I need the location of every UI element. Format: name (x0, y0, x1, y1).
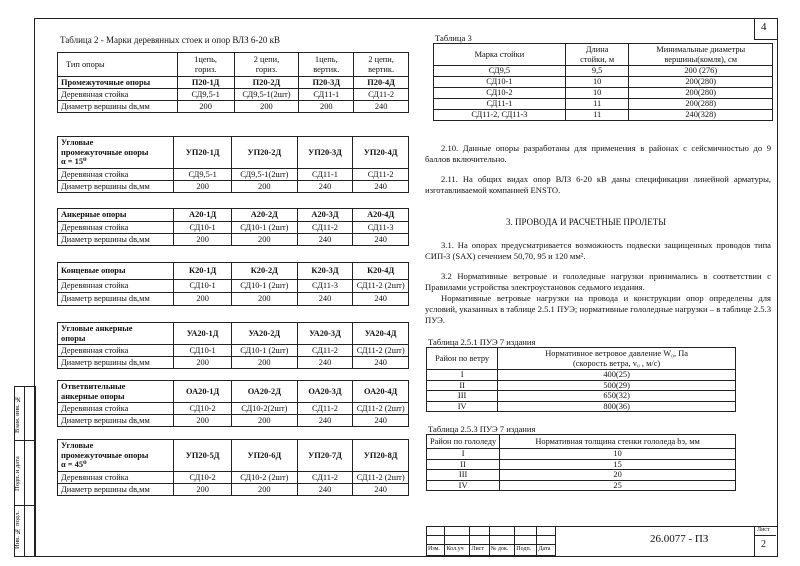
t2-dia: 240 (297, 181, 353, 193)
t3-cell: 200(280) (629, 88, 773, 99)
t2-stand: СД11-2 (2шт) (353, 345, 409, 357)
stamp-label: Кол.уч (445, 545, 470, 556)
t253-cell: 25 (500, 480, 736, 491)
t2-dia: 240 (354, 101, 409, 113)
stamp-label: Дата (537, 545, 556, 556)
t2-dia-label: Диаметр вершины dв,мм (58, 101, 178, 113)
t2-stand: СД10-1 (2шт) (231, 222, 297, 234)
t2-dia-label: Диаметр вершины dв,мм (58, 234, 174, 246)
t2-dia: 200 (177, 101, 234, 113)
t2-mark: П20-2Д (234, 77, 299, 89)
t251-cell: IV (427, 401, 498, 412)
t2-stand: СД11-2 (2шт) (353, 472, 409, 484)
t2-head-type: Тип опоры (58, 53, 178, 77)
page-number: 4 (761, 21, 767, 33)
margin-label-replace: Взам. инв. № (14, 395, 21, 433)
t2-mark: ОА20-1Д (174, 381, 232, 403)
t2-mark: УП20-4Д (353, 137, 409, 169)
table251-title: Таблица 2.5.1 ПУЭ 7 издания (428, 337, 536, 347)
margin-label-sign: Подп. и дата (14, 456, 21, 492)
t2-group-name: Концевые опоры (58, 263, 174, 280)
t2-stand-label: Деревянная стойка (58, 345, 174, 357)
sheet-label: Лист (757, 527, 770, 533)
t2-head-c1: 1цепь, гориз. (177, 53, 234, 77)
t2-stand: СД11-2 (297, 222, 353, 234)
t2-dia-label: Диаметр вершины dв,мм (58, 415, 174, 427)
t2-mark: А20-4Д (353, 209, 409, 222)
t2-head-c4: 2 цепи, вертик. (354, 53, 409, 77)
t2-dia: 240 (353, 293, 409, 306)
t2-group-name: Ответвительные анкерные опоры (58, 381, 174, 403)
t3-cell: 10 (565, 77, 629, 88)
t251-cell: 800(36) (498, 401, 736, 412)
t3-cell: 11 (565, 110, 629, 121)
paragraph-3-2: 3.2 Нормативные ветровые и гололедные нагрузки принимались в соответствии с Правилами устройства электроустановок седьмого издания. (425, 271, 771, 292)
t251-cell: I (427, 370, 498, 381)
paragraph-3-2b: Нормативные ветровые нагрузки на провода и конструкции опор определены для условий, указанных в таблице 2.5.1 ПУЭ; нормативные гололедные нагрузки – в таблице 2.5.3 ПУЭ. (425, 293, 771, 325)
t251-head: Район по ветру (427, 348, 498, 370)
section-3-heading: 3. ПРОВОДА И РАСЧЕТНЫЕ ПРОЛЕТЫ (506, 217, 667, 227)
table3-title: Таблица 3 (435, 33, 472, 43)
t2-mark: УА20-1Д (174, 323, 232, 345)
t253-cell: II (427, 459, 500, 470)
t253-cell: I (427, 449, 500, 460)
t2-stand: СД10-1 (174, 222, 232, 234)
t2-dia-label: Диаметр вершины dв,мм (58, 181, 174, 193)
t2-dia: 240 (353, 181, 409, 193)
t3-cell: 240(328) (629, 110, 773, 121)
t2-group-name: Промежуточные опоры (58, 77, 178, 89)
t251-cell: 400(25) (498, 370, 736, 381)
t2-mark: ОА20-4Д (353, 381, 409, 403)
t2-dia: 200 (174, 357, 232, 369)
t2-mark: К20-2Д (231, 263, 297, 280)
t2-dia: 200 (231, 181, 297, 193)
t2-dia: 240 (297, 415, 353, 427)
paragraph-3-1: 3.1. На опорах предусматривается возможность подвески защищенных проводов типа СИП-3 (SAX) сечением 50,70, 95 и 120 мм². (425, 240, 771, 261)
stamp-line (426, 526, 776, 527)
t2-mark: УП20-1Д (174, 137, 232, 169)
t2-dia: 240 (353, 234, 409, 246)
t2-dia: 240 (353, 357, 409, 369)
t2-stand: СД9,5-1(2шт) (231, 169, 297, 181)
t2-dia: 200 (231, 484, 297, 496)
t2-dia: 200 (231, 293, 297, 306)
t2-dia-label: Диаметр вершины dв,мм (58, 484, 174, 496)
t2-dia: 240 (297, 234, 353, 246)
t2-dia: 200 (234, 101, 299, 113)
t3-head: Длина стойки, м (565, 44, 629, 66)
t2-mark: УА20-2Д (231, 323, 297, 345)
t251-head: Нормативное ветровое давление W₀, Па (скорость ветра, v₀ , м/с) (498, 348, 736, 370)
t2-mark: ОА20-2Д (231, 381, 297, 403)
t2-stand-label: Деревянная стойка (58, 472, 174, 484)
t3-cell: СД11-2, СД11-3 (434, 110, 566, 121)
t2-dia: 240 (297, 484, 353, 496)
t2-stand: СД11-2 (297, 345, 353, 357)
t2-mark: К20-3Д (297, 263, 353, 280)
table251 (426, 347, 736, 412)
t2-mark: А20-2Д (231, 209, 297, 222)
t3-cell: 200 (276) (629, 66, 773, 77)
t2-mark: ОА20-3Д (297, 381, 353, 403)
t2-dia: 200 (231, 415, 297, 427)
t2-group-name: Угловые промежуточные опоры α = 45⁰ (58, 440, 174, 472)
t2-mark: УП20-7Д (297, 440, 353, 472)
t2-stand: СД11-2 (297, 472, 353, 484)
t251-cell: II (427, 380, 498, 391)
t2-mark: К20-4Д (353, 263, 409, 280)
table2-group-6 (57, 439, 409, 496)
stamp-label: Изм. (427, 545, 445, 556)
table2-group-2 (57, 208, 409, 246)
t3-cell: СД11-1 (434, 99, 566, 110)
t2-dia: 240 (297, 357, 353, 369)
t2-stand: СД9,5-1(2шт) (234, 89, 299, 101)
t2-mark: П20-1Д (177, 77, 234, 89)
t253-cell: 15 (500, 459, 736, 470)
t251-cell: 650(32) (498, 391, 736, 402)
t253-head: Нормативная толщина стенки гололеда bэ, мм (500, 435, 736, 449)
t2-stand: СД10-1 (174, 280, 232, 293)
t2-stand: СД10-2 (2шт) (231, 472, 297, 484)
sheet-number: 2 (761, 539, 766, 550)
t2-stand: СД11-3 (297, 280, 353, 293)
t2-mark: УА20-4Д (353, 323, 409, 345)
t3-cell: 9,5 (565, 66, 629, 77)
t3-cell: СД9,5 (434, 66, 566, 77)
side-box-inner (24, 386, 36, 557)
t2-stand: СД11-2 (353, 169, 409, 181)
t253-head: Район по гололеду (427, 435, 500, 449)
t3-cell: СД10-1 (434, 77, 566, 88)
t2-mark: П20-4Д (354, 77, 409, 89)
t2-stand-label: Деревянная стойка (58, 403, 174, 415)
stamp-label: № док. (489, 545, 515, 556)
title-block-stamp (426, 526, 556, 556)
t2-head-c2: 2 цепи, гориз. (234, 53, 299, 77)
table2-group-1 (57, 136, 409, 193)
t2-stand: СД11-1 (299, 89, 354, 101)
stamp-label: Подп. (515, 545, 537, 556)
t2-mark: УП20-5Д (174, 440, 232, 472)
paragraph-2-11: 2.11. На общих видах опор ВЛЗ 6-20 кВ даны спецификации линейной арматуры, изготавливаемой компанией ENSTO. (425, 174, 771, 195)
table3 (433, 43, 773, 121)
t2-dia: 200 (231, 357, 297, 369)
t2-dia: 200 (174, 293, 232, 306)
table253-title: Таблица 2.5.3 ПУЭ 7 издания (428, 424, 536, 434)
t3-head: Минимальные диаметры вершины(комля), см (629, 44, 773, 66)
t251-cell: 500(29) (498, 380, 736, 391)
t2-stand-label: Деревянная стойка (58, 169, 174, 181)
t3-cell: 11 (565, 99, 629, 110)
t2-stand: СД9,5-1 (177, 89, 234, 101)
t2-dia: 240 (353, 415, 409, 427)
table2-group-4 (57, 322, 409, 369)
table2-header (57, 52, 409, 113)
t2-mark: К20-1Д (174, 263, 232, 280)
t2-dia: 200 (174, 484, 232, 496)
t2-dia: 200 (174, 234, 232, 246)
t3-cell: 200(280) (629, 77, 773, 88)
t2-stand: СД10-1 (2шт) (231, 345, 297, 357)
t2-mark: А20-1Д (174, 209, 232, 222)
table2-group-3 (57, 262, 409, 306)
t253-cell: IV (427, 480, 500, 491)
t2-dia: 240 (353, 484, 409, 496)
t2-dia: 200 (174, 181, 232, 193)
t2-mark: УП20-3Д (297, 137, 353, 169)
t2-group-name: Угловые анкерные опоры (58, 323, 174, 345)
t2-stand: СД10-1 (174, 345, 232, 357)
table2-title: Таблица 2 - Марки деревянных стоек и опор ВЛЗ 6-20 кВ (60, 35, 281, 45)
t2-stand: СД11-2 (297, 403, 353, 415)
t3-head: Марка стойки (434, 44, 566, 66)
t251-cell: III (427, 391, 498, 402)
t2-stand: СД10-2(2шт) (231, 403, 297, 415)
t2-dia-label: Диаметр вершины dв,мм (58, 357, 174, 369)
t2-stand: СД11-1 (297, 169, 353, 181)
t2-stand: СД11-2 (354, 89, 409, 101)
t253-cell: 10 (500, 449, 736, 460)
t2-stand: СД9,5-1 (174, 169, 232, 181)
t2-mark: УА20-3Д (297, 323, 353, 345)
t2-mark: П20-3Д (299, 77, 354, 89)
document-code: 26.0077 - ПЗ (650, 533, 709, 545)
t3-cell: СД10-2 (434, 88, 566, 99)
stamp-label: Лист (470, 545, 489, 556)
t253-cell: III (427, 470, 500, 481)
t2-stand-label: Деревянная стойка (58, 280, 174, 293)
t2-mark: УП20-2Д (231, 137, 297, 169)
t2-mark: А20-3Д (297, 209, 353, 222)
t3-cell: 10 (565, 88, 629, 99)
margin-label-inv: Инв. № подл. (14, 511, 21, 550)
t2-dia: 200 (174, 415, 232, 427)
t253-cell: 20 (500, 470, 736, 481)
t2-dia: 200 (231, 234, 297, 246)
t2-dia-label: Диаметр вершины dв,мм (58, 293, 174, 306)
t2-stand: СД10-2 (174, 403, 232, 415)
t2-head-c3: 1цепь, вертик. (299, 53, 354, 77)
t2-dia: 200 (299, 101, 354, 113)
t2-mark: УП20-8Д (353, 440, 409, 472)
t2-stand: СД11-3 (353, 222, 409, 234)
t2-stand: СД11-2 (2шт) (353, 280, 409, 293)
t2-stand-label: Деревянная стойка (58, 222, 174, 234)
t2-group-name: Угловые промежуточные опоры α = 15⁰ (58, 137, 174, 169)
t2-stand-label: Деревянная стойка (58, 89, 178, 101)
t3-cell: 200(288) (629, 99, 773, 110)
t2-stand: СД10-2 (174, 472, 232, 484)
table253 (426, 434, 736, 491)
t2-group-name: Анкерные опоры (58, 209, 174, 222)
t2-dia: 240 (297, 293, 353, 306)
paragraph-2-10: 2.10. Данные опоры разработаны для применения в районах с сейсмичностью до 9 баллов включительно. (425, 143, 771, 164)
table2-group-5 (57, 380, 409, 427)
t2-stand: СД10-1 (2шт) (231, 280, 297, 293)
t2-stand: СД11-2 (2шт) (353, 403, 409, 415)
t2-mark: УП20-6Д (231, 440, 297, 472)
